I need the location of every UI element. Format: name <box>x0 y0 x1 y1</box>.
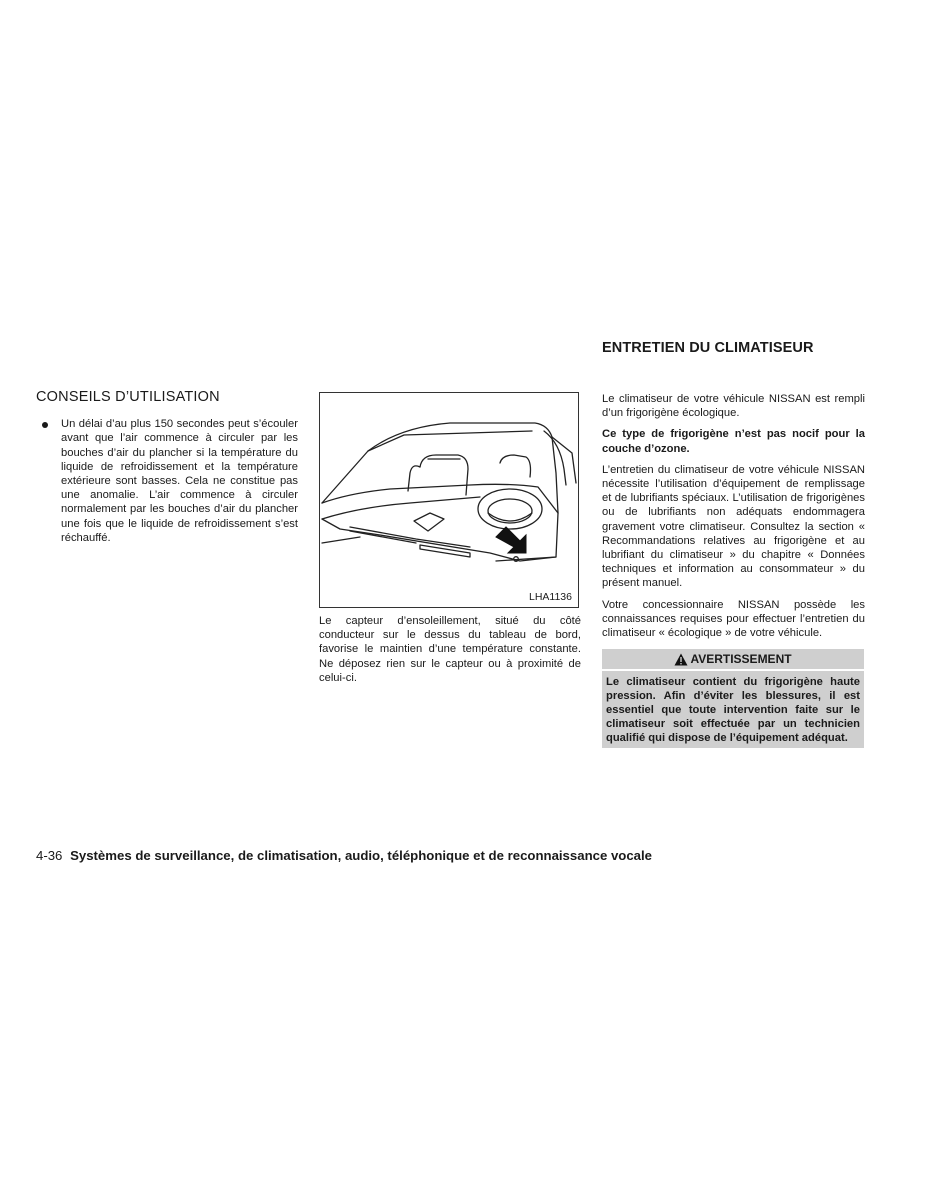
bullet-icon <box>42 422 48 428</box>
ozone-note: Ce type de frigorigène n’est pas nocif pour la couche d’ozone. <box>602 428 865 455</box>
section-title: ENTRETIEN DU CLIMATISEUR <box>602 340 814 356</box>
chapter-title: Systèmes de surveillance, de climatisation, audio, téléphonique et de reconnaissance vocale <box>70 848 653 863</box>
figure-caption: Le capteur d’ensoleillement, situé du côté conducteur sur le dessus du tableau de bord, favorise le maintien d’une température constante. Ne déposez rien sur le capteur ou à proximité de celui-ci. <box>319 615 581 684</box>
warning-header <box>602 649 864 671</box>
dealer-paragraph: Votre concessionnaire NISSAN possède les connaissances requises pour effectuer l’entretien du climatiseur « écologique » de votre véhicule. <box>602 598 865 640</box>
page-footer <box>36 848 652 863</box>
figure-code: LHA1136 <box>528 590 572 603</box>
tip-bullet-item <box>36 417 298 545</box>
left-column <box>36 390 298 545</box>
warning-title: AVERTISSEMENT <box>690 652 792 667</box>
sun-sensor-illustration <box>319 392 579 608</box>
warning-text: Le climatiseur contient du frigorigène haute pression. Afin d’éviter les blessures, il est essentiel que toute intervention faite sur le climatiseur soit effectuée par un technicien qualifié qui dispose de l’équipement adéquat. <box>606 676 860 745</box>
middle-column <box>319 392 581 685</box>
warning-triangle-icon <box>674 653 688 666</box>
tips-heading: CONSEILS D’UTILISATION <box>36 389 220 405</box>
warning-box <box>602 649 864 748</box>
right-column <box>602 392 865 748</box>
page-number: 4-36 <box>36 848 63 863</box>
maintenance-paragraph: L’entretien du climatiseur de votre véhicule NISSAN nécessite l’utilisation d’équipement de remplissage et de lubrifiants spéciaux. L’utilisation de frigorigènes ou de lubrifiants non adéquats endommagera gravement votre climatiseur. Consultez la section « Recommandations relatives au frigorigène et au lubrifiant du climatiseur » du chapitre « Données techniques et information au consommateur » du présent manuel. <box>602 463 865 590</box>
intro-paragraph: Le climatiseur de votre véhicule NISSAN est rempli d’un frigorigène écologique. <box>602 393 865 420</box>
sensor-arrow-icon <box>496 527 526 553</box>
dashboard-drawing <box>320 393 578 607</box>
tip-text: Un délai d’au plus 150 secondes peut s’écouler avant que l’air commence à circuler par les bouches d’air du plancher si la température du liquide de refroidissement et la température extérieure sont basses. Cela ne constitue pas une anomalie. L’air commence à circuler normalement par les bouches d’air du plancher une fois que le liquide de refroidissement s’est réchauffé. <box>61 418 298 544</box>
